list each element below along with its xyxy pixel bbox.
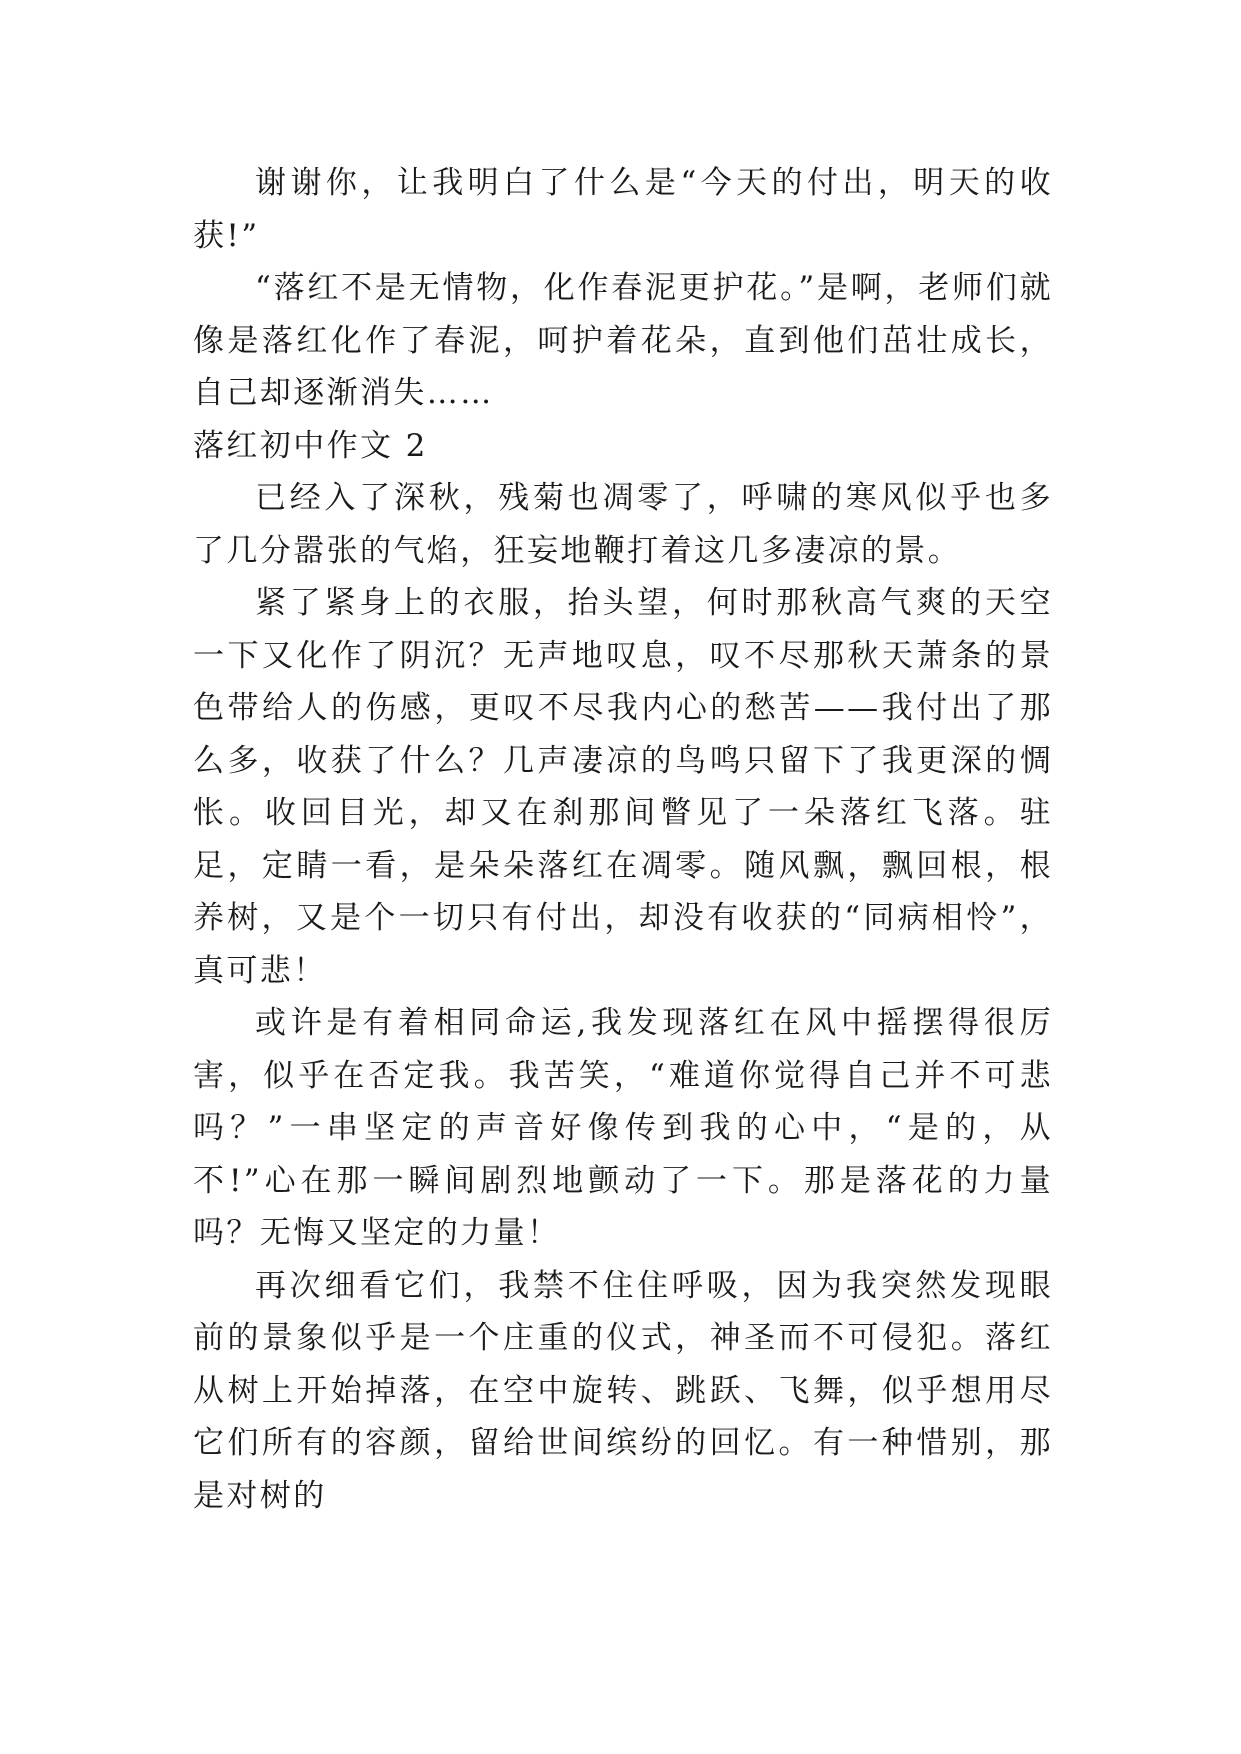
essay-heading: 落红初中作文 2: [193, 427, 428, 464]
paragraph-same-fate: 或许是有着相同命运,我发现落红在风中摇摆得很厉害，似乎在否定我。我苦笑，“难道你觉得自己并不可悲吗？”一串坚定的声音好像传到我的心中，“是的，从不!”心在那一瞬间剧烈地颤动了一下。那是落花的力量吗？无悔又坚定的力量！: [193, 1005, 1053, 1251]
paragraph-ceremony: 再次细看它们，我禁不住住呼吸，因为我突然发现眼前的景象似乎是一个庄重的仪式，神圣而不可侵犯。落红从树上开始掉落，在空中旋转、跳跃、飞舞，似乎想用尽它们所有的容颜，留给世间缤纷的回忆。有一种惜别，那是对树的: [193, 1267, 1053, 1514]
paragraph-looking-up: 紧了紧身上的衣服，抬头望，何时那秋高气爽的天空一下又化作了阴沉？无声地叹息，叹不尽那秋天萧条的景色带给人的伤感，更叹不尽我内心的愁苦——我付出了那么多，收获了什么？几声凄凉的鸟鸣只留下了我更深的惆怅。收回目光，却又在刹那间瞥见了一朵落红飞落。驻足，定睛一看，是朵朵落红在凋零。随风飘，飘回根，根养树，又是个一切只有付出，却没有收获的“同病相怜”，真可悲！: [193, 585, 1053, 989]
paragraph-thanks: 谢谢你，让我明白了什么是“今天的付出，明天的收获!”: [193, 165, 1053, 254]
paragraph-late-autumn: 已经入了深秋，残菊也凋零了，呼啸的寒风似乎也多了几分嚣张的气焰，狂妄地鞭打着这几多凄凉的景。: [193, 480, 1053, 569]
paragraph-poem-quote: “落红不是无情物，化作春泥更护花。”是啊，老师们就像是落红化作了春泥，呵护着花朵，直到他们茁壮成长，自己却逐渐消失……: [193, 270, 1053, 411]
document-body: [193, 157, 1053, 1522]
